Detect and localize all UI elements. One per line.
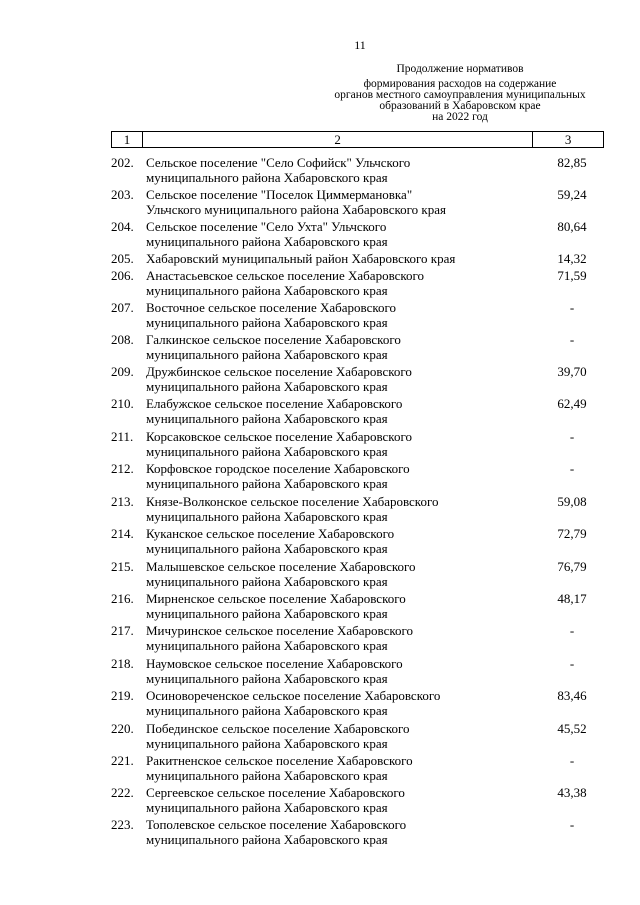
row-name-line-2: муниципального района Хабаровского края <box>146 606 388 621</box>
row-number: 209. <box>111 364 134 379</box>
row-name-line-1: Корсаковское сельское поселение Хабаровского <box>146 429 412 444</box>
row-value: 14,32 <box>557 251 587 266</box>
row-name-line-1: Наумовское сельское поселение Хабаровского <box>146 656 403 671</box>
table-row <box>111 187 604 217</box>
row-number: 215. <box>111 559 134 574</box>
row-name-line-1: Сергеевское сельское поселение Хабаровского <box>146 785 405 800</box>
row-number: 220. <box>111 721 134 736</box>
row-name-line-1: Сельское поселение "Село Ухта" Ульчского <box>146 219 387 234</box>
row-value: 43,38 <box>557 785 587 800</box>
row-number: 211. <box>111 429 134 444</box>
row-value: - <box>569 332 575 347</box>
row-name <box>146 494 526 524</box>
row-name <box>146 461 526 491</box>
row-name <box>146 332 526 362</box>
row-number: 213. <box>111 494 134 509</box>
row-number: 210. <box>111 396 134 411</box>
document-heading <box>300 64 620 123</box>
row-name <box>146 656 526 686</box>
table-row <box>111 251 604 266</box>
table-row <box>111 559 604 589</box>
row-value: - <box>569 817 575 832</box>
row-value: 80,64 <box>557 219 587 234</box>
row-number: 217. <box>111 623 134 638</box>
row-number: 223. <box>111 817 134 832</box>
table-row <box>111 155 604 185</box>
row-number: 219. <box>111 688 134 703</box>
row-name-line-2: муниципального района Хабаровского края <box>146 638 388 653</box>
row-name-line-1: Князе-Волконское сельское поселение Хабаровского <box>146 494 439 509</box>
row-name-line-2: муниципального района Хабаровского края <box>146 832 388 847</box>
row-value: 71,59 <box>557 268 587 283</box>
row-number: 216. <box>111 591 134 606</box>
row-number: 208. <box>111 332 134 347</box>
row-name-line-2: муниципального района Хабаровского края <box>146 541 388 556</box>
row-name <box>146 364 526 394</box>
row-name <box>146 559 526 589</box>
row-name-line-1: Куканское сельское поселение Хабаровского <box>146 526 395 541</box>
row-value: 39,70 <box>557 364 587 379</box>
row-name-line-2: муниципального района Хабаровского края <box>146 768 388 783</box>
row-name-line-2: муниципального района Хабаровского края <box>146 574 388 589</box>
page-number: 11 <box>354 38 366 52</box>
table-row <box>111 494 604 524</box>
row-name-line-1: Мичуринское сельское поселение Хабаровского <box>146 623 414 638</box>
table-header <box>111 131 604 148</box>
row-name <box>146 526 526 556</box>
table-row <box>111 300 604 330</box>
table-row <box>111 219 604 249</box>
row-value: 83,46 <box>557 688 587 703</box>
row-name <box>146 155 526 185</box>
row-name-line-2: муниципального района Хабаровского края <box>146 234 388 249</box>
row-value: 59,08 <box>557 494 587 509</box>
row-value: 82,85 <box>557 155 587 170</box>
row-value: - <box>569 461 575 476</box>
row-name <box>146 187 526 217</box>
table-row <box>111 753 604 783</box>
row-name-line-2: муниципального района Хабаровского края <box>146 671 388 686</box>
heading-line-4: образований в Хабаровском крае <box>379 100 541 112</box>
row-name <box>146 219 526 249</box>
row-number: 203. <box>111 187 134 202</box>
table-row <box>111 623 604 653</box>
row-name <box>146 591 526 621</box>
row-name-line-2: муниципального района Хабаровского края <box>146 736 388 751</box>
row-value: - <box>569 429 575 444</box>
row-number: 206. <box>111 268 134 283</box>
row-name-line-2: муниципального района Хабаровского края <box>146 411 388 426</box>
row-value: 72,79 <box>557 526 587 541</box>
norms-table <box>111 131 604 847</box>
row-name <box>146 268 526 298</box>
row-name-line-2: муниципального района Хабаровского края <box>146 476 388 491</box>
row-name-line-1: Восточное сельское поселение Хабаровского <box>146 300 397 315</box>
row-value: 48,17 <box>557 591 587 606</box>
table-body <box>111 155 604 847</box>
row-name <box>146 251 526 266</box>
table-row <box>111 656 604 686</box>
row-number: 222. <box>111 785 134 800</box>
table-row <box>111 461 604 491</box>
column-header-3: 3 <box>564 132 572 147</box>
row-name-line-2: муниципального района Хабаровского края <box>146 315 388 330</box>
heading-line-1: Продолжение нормативов <box>396 63 524 75</box>
row-number: 218. <box>111 656 134 671</box>
column-header-1: 1 <box>112 132 143 147</box>
row-value: 59,24 <box>557 187 587 202</box>
row-name-line-1: Хабаровский муниципальный район Хабаровского края <box>146 251 456 266</box>
row-number: 207. <box>111 300 134 315</box>
row-name-line-1: Анастасьевское сельское поселение Хабаровского <box>146 268 425 283</box>
row-name-line-1: Дружбинское сельское поселение Хабаровского <box>146 364 412 379</box>
row-name <box>146 688 526 718</box>
row-name-line-1: Мирненское сельское поселение Хабаровского <box>146 591 406 606</box>
row-name <box>146 753 526 783</box>
table-row <box>111 526 604 556</box>
table-row <box>111 817 604 847</box>
row-name <box>146 623 526 653</box>
row-name-line-2: Ульчского муниципального района Хабаровского края <box>146 202 446 217</box>
heading-line-5: на 2022 год <box>432 111 488 123</box>
row-number: 204. <box>111 219 134 234</box>
row-name-line-2: муниципального района Хабаровского края <box>146 379 388 394</box>
row-name-line-1: Тополевское сельское поселение Хабаровского <box>146 817 407 832</box>
row-name-line-1: Побединское сельское поселение Хабаровского <box>146 721 410 736</box>
row-value: 62,49 <box>557 396 587 411</box>
row-name-line-1: Осиновореченское сельское поселение Хабаровского <box>146 688 441 703</box>
table-row <box>111 721 604 751</box>
table-row <box>111 429 604 459</box>
row-number: 212. <box>111 461 134 476</box>
row-name-line-2: муниципального района Хабаровского края <box>146 509 388 524</box>
table-row <box>111 396 604 426</box>
table-row <box>111 332 604 362</box>
row-value: - <box>569 656 575 671</box>
row-name-line-1: Елабужское сельское поселение Хабаровского <box>146 396 403 411</box>
row-name-line-2: муниципального района Хабаровского края <box>146 703 388 718</box>
row-value: - <box>569 753 575 768</box>
heading-line-2: формирования расходов на содержание <box>363 78 557 90</box>
table-row <box>111 785 604 815</box>
column-header-2: 2 <box>143 132 533 147</box>
row-number: 205. <box>111 251 134 266</box>
row-name-line-2: муниципального района Хабаровского края <box>146 170 388 185</box>
row-name-line-2: муниципального района Хабаровского края <box>146 347 388 362</box>
row-value: - <box>569 623 575 638</box>
row-name-line-1: Малышевское сельское поселение Хабаровского <box>146 559 416 574</box>
row-name <box>146 300 526 330</box>
row-value: 76,79 <box>557 559 587 574</box>
row-name-line-1: Сельское поселение "Село Софийск" Ульчского <box>146 155 411 170</box>
row-name <box>146 396 526 426</box>
row-name-line-1: Сельское поселение "Поселок Циммермановка" <box>146 187 413 202</box>
table-row <box>111 591 604 621</box>
row-name <box>146 817 526 847</box>
row-value: - <box>569 300 575 315</box>
table-row <box>111 268 604 298</box>
row-name-line-1: Корфовское городское поселение Хабаровского <box>146 461 410 476</box>
row-name <box>146 429 526 459</box>
row-name-line-2: муниципального района Хабаровского края <box>146 444 388 459</box>
row-number: 214. <box>111 526 134 541</box>
table-row <box>111 688 604 718</box>
row-name-line-2: муниципального района Хабаровского края <box>146 283 388 298</box>
heading-line-3: органов местного самоуправления муниципальных <box>334 89 586 101</box>
row-number: 221. <box>111 753 134 768</box>
table-row <box>111 364 604 394</box>
row-name-line-1: Галкинское сельское поселение Хабаровского <box>146 332 401 347</box>
row-value: 45,52 <box>557 721 587 736</box>
row-name-line-2: муниципального района Хабаровского края <box>146 800 388 815</box>
row-name <box>146 721 526 751</box>
row-number: 202. <box>111 155 134 170</box>
row-name <box>146 785 526 815</box>
row-name-line-1: Ракитненское сельское поселение Хабаровского <box>146 753 413 768</box>
